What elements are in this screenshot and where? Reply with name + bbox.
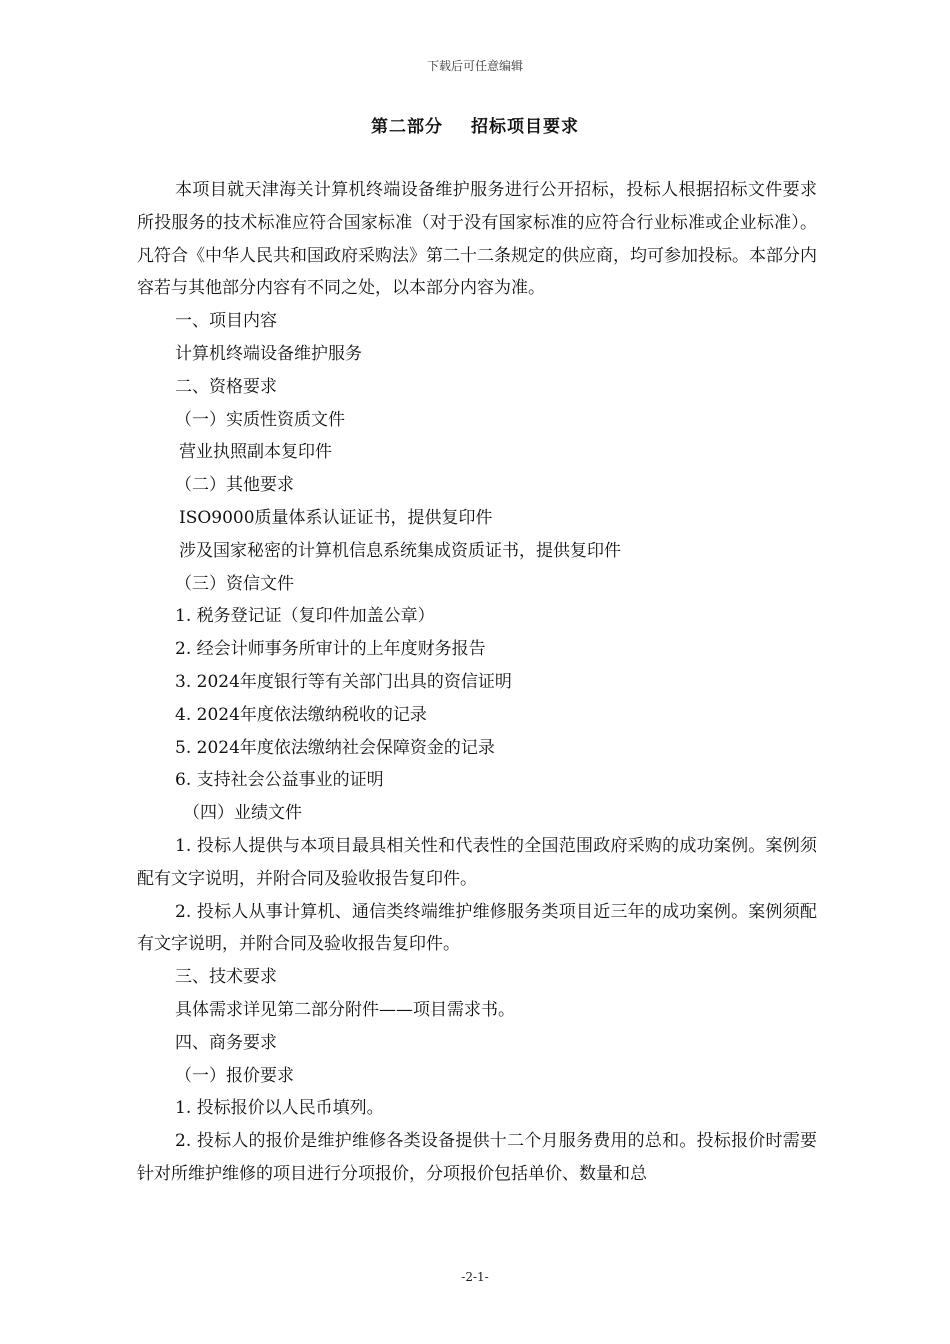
- page-number: -2-1-: [461, 1270, 489, 1284]
- list-item: 3. 2024年度银行等有关部门出具的资信证明: [175, 671, 512, 692]
- technical-content: 具体需求详见第二部分附件——项目需求书。: [175, 999, 515, 1020]
- list-item: 2. 投标人从事计算机、通信类终端维护维修服务类项目近三年的成功案例。案例须配有文字说明，并附合同及验收报告复印件。: [137, 901, 817, 955]
- list-item: 营业执照副本复印件: [179, 442, 332, 463]
- section-heading-qualification: 二、资格要求: [175, 376, 277, 397]
- section-heading-project: 一、项目内容: [175, 311, 277, 332]
- list-item: 涉及国家秘密的计算机信息系统集成资质证书，提供复印件: [179, 540, 621, 561]
- title-name: 招标项目要求: [471, 117, 579, 137]
- list-item: 1. 投标报价以人民币填列。: [175, 1098, 384, 1119]
- subheading-quotation: （一）报价要求: [175, 1065, 294, 1086]
- list-item: 5. 2024年度依法缴纳社会保障资金的记录: [175, 737, 495, 758]
- list-item: 4. 2024年度依法缴纳税收的记录: [175, 704, 427, 725]
- subheading-other-requirements: （二）其他要求: [175, 475, 294, 496]
- list-item: ISO9000质量体系认证证书，提供复印件: [179, 507, 493, 528]
- subheading-performance-docs: （四）业绩文件: [183, 803, 302, 824]
- section-heading-business: 四、商务要求: [175, 1032, 277, 1053]
- list-item: 6. 支持社会公益事业的证明: [175, 770, 384, 791]
- page-header: 下载后可任意编辑: [426, 59, 523, 73]
- project-content: 计算机终端设备维护服务: [175, 343, 362, 364]
- intro-paragraph: 本项目就天津海关计算机终端设备维护服务进行公开招标，投标人根据招标文件要求所投服务的技术标准应符合国家标准（对于没有国家标准的应符合行业标准或企业标准）。凡符合《中华人民共和国政府采购法》第二十二条规定的供应商，均可参加投标。本部分内容若与其他部分内容有不同之处，以本部分内容为准。: [137, 180, 817, 299]
- subheading-substantive-docs: （一）实质性资质文件: [175, 409, 345, 430]
- section-heading-technical: 三、技术要求: [175, 967, 277, 988]
- title-part: 第二部分: [371, 117, 443, 137]
- list-item: 2. 经会计师事务所审计的上年度财务报告: [175, 639, 486, 660]
- document-body: [137, 174, 817, 1191]
- list-item: 1. 税务登记证（复印件加盖公章）: [175, 606, 435, 627]
- list-item: 1. 投标人提供与本项目最具相关性和代表性的全国范围政府采购的成功案例。案例须配有文字说明，并附合同及验收报告复印件。: [137, 835, 817, 889]
- subheading-credit-docs: （三）资信文件: [175, 573, 294, 594]
- document-title: [0, 112, 950, 137]
- list-item: 2. 投标人的报价是维护维修各类设备提供十二个月服务费用的总和。投标报价时需要针对所维护维修的项目进行分项报价，分项报价包括单价、数量和总: [137, 1131, 817, 1184]
